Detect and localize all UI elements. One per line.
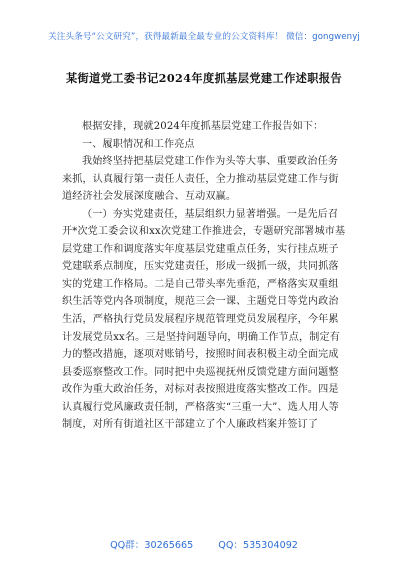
footer-qq-group: QQ群：30265665 xyxy=(110,540,194,551)
footer-qq: QQ：535304092 xyxy=(218,540,298,551)
footer-contacts xyxy=(0,537,408,551)
document-title: 某街道党工委书记2024年度抓基层党建工作述职报告 xyxy=(65,71,343,85)
body-paragraph-1: 我始终坚持把基层党建工作作为头等大事、重要政治任务来抓，认真履行第一责任人责任，全力推动基层党建工作与街道经济社会发展深度融合、互动双赢。 xyxy=(62,156,339,203)
section-heading: 一、履职情况和工作亮点 xyxy=(82,138,195,150)
body-paragraph-2: （一）夯实党建责任，基层组织力显著增强。一是先后召开*次党工委会议和xx次党建工作推进会，专题研究部署城市基层党建工作和调度落实年度基层党建重点任务，实行挂点班子党建联系点制度，压实党建责任，形成一级抓一级，共同抓落实的党建工作格局。二是自己带头率先垂范，严格落实双重组织生活等党内各项制度，规范三会一课、主题党日等党内政治生活，严格执行党员发展程序规范管理党员发展程序，今年累计发展党员xx名。三是坚持问题导向，明确工作节点，制定有力的整改措施，逐项对账销号，按照时间表积极主动全面完成县委巡察整改工作。同时把中央巡视抚州反馈党建方面问题整改作为重大政治任务，对标对表按照进度落实整改工作。四是认真履行党风廉政责任制，严格落实“三重一大”、选人用人等制度，对所有街道社区干部建立了个人廉政档案并签订了 xyxy=(62,208,346,431)
document-body xyxy=(62,118,346,434)
top-promo-banner: 关注头条号“公文研究”，获得最新最全最专业的公文资料库！ 微信：gongwenyj xyxy=(48,32,360,42)
intro-paragraph: 根据安排，现就2024年度抓基层党建工作报告如下： xyxy=(82,121,324,132)
